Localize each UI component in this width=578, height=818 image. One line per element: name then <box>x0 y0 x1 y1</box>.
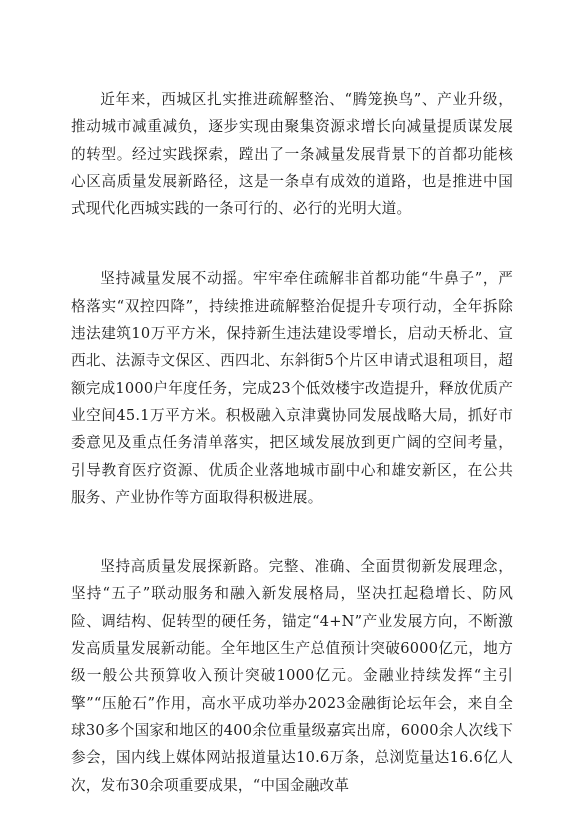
paragraph-reduction-transformation: 近年来，西城区扎实推进疏解整治、“腾笼换鸟”、产业升级，推动城市减重减负，逐步实现由聚集资源求增长向减量提质谋发展的转型。经过实践探索，蹚出了一条减量发展背景下的首都功能核心区高质量发展新路径，这是一条卓有成效的道路，也是推进中国式现代化西城实践的一条可行的、必行的光明大道。 <box>71 91 513 218</box>
paragraph-reduction-development: 坚持减量发展不动摇。牢牢牵住疏解非首都功能“牛鼻子”，严格落实“双控四降”，持续推进疏解整治促提升专项行动，全年拆除违法建筑10万平方米，保持新生违法建设零增长，启动天桥北、宣西北、法源寺文保区、西四北、东斜街5个片区申请式退租项目，超额完成1000户年度任务，完成23个低效楼宇改造提升，释放优质产业空间45.1万平方米。积极融入京津冀协同发展战略大局，抓好市委意见及重点任务清单落实，把区域发展放到更广阔的空间考量，引导教育医疗资源、优质企业落地城市副中心和雄安新区，在公共服务、产业协作等方面取得积极进展。 <box>71 270 513 506</box>
paragraph-high-quality-development: 坚持高质量发展探新路。完整、准确、全面贯彻新发展理念，坚持“五子”联动服务和融入新发展格局，坚决扛起稳增长、防风险、调结构、促转型的硬任务，锚定“4+N”产业发展方向，不断激发高质量发展新动能。全年地区生产总值预计突破6000亿元，地方级一般公共预算收入预计突破1000亿元。金融业持续发挥“主引擎”“压舱石”作用，高水平成功举办2023金融街论坛年会，来自全球30多个国家和地区的400余位重量级嘉宾出席，6000余人次线下参会，国内线上媒体网站报道量达10.6万条，总浏览量达16.6亿人次，发布30余项重要成果，“中国金融改革 <box>71 558 513 794</box>
